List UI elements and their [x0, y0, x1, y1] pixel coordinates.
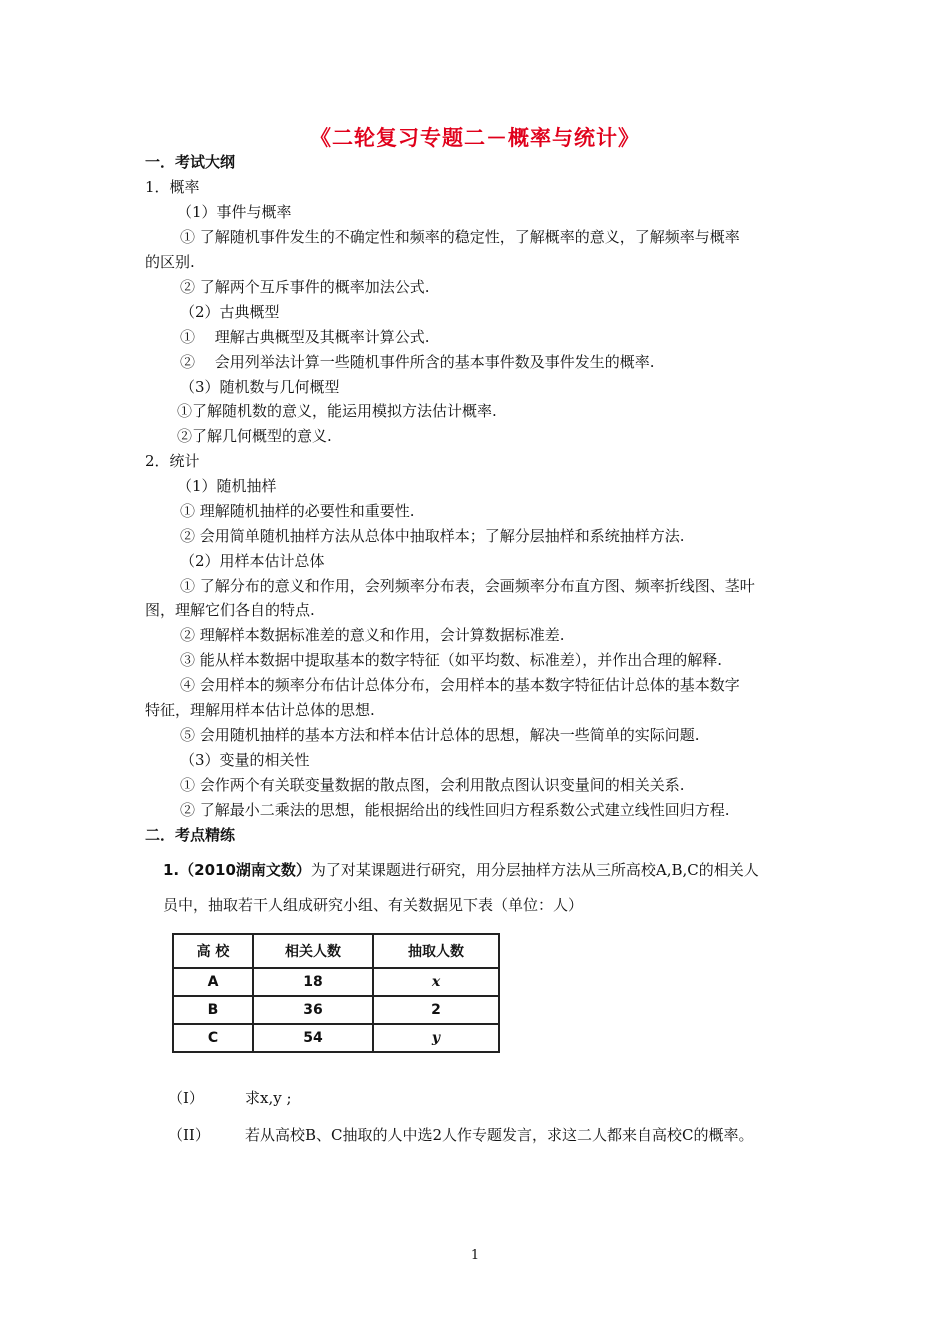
item-line: ① 了解随机事件发生的不确定性和频率的稳定性，了解概率的意义，了解频率与概率 — [180, 228, 740, 246]
item-line: ② 会用列举法计算一些随机事件所含的基本事件数及事件发生的概率. — [180, 353, 655, 371]
page-title: 《二轮复习专题二－概率与统计》 — [310, 126, 640, 150]
item-line: ②了解几何概型的意义. — [177, 427, 332, 445]
table-cell: x — [373, 968, 499, 996]
question-text: 求x,y ; — [245, 1089, 292, 1107]
subsection-statistics: 2．统计 — [145, 452, 200, 470]
item-line: ② 了解两个互斥事件的概率加法公式. — [180, 278, 430, 296]
problem-label: 1.（2010湖南文数） — [163, 861, 311, 879]
topic-classical: （2）古典概型 — [180, 303, 280, 321]
problem-text: 为了对某课题进行研究，用分层抽样方法从三所高校A,B,C的相关人 — [310, 861, 759, 879]
topic-events: （1）事件与概率 — [177, 203, 292, 221]
table-cell: A — [173, 968, 253, 996]
item-line: ② 会用简单随机抽样方法从总体中抽取样本；了解分层抽样和系统抽样方法. — [180, 527, 685, 545]
topic-estimation: （2）用样本估计总体 — [180, 552, 325, 570]
question-text: 若从高校B、C抽取的人中选2人作专题发言，求这二人都来自高校C的概率。 — [245, 1126, 754, 1144]
subsection-probability: 1．概率 — [145, 178, 200, 196]
problem-statement-line2: 员中，抽取若干人组成研究小组、有关数据见下表（单位：人） — [163, 896, 584, 914]
topic-correlation: （3）变量的相关性 — [180, 751, 310, 769]
item-line: ② 了解最小二乘法的思想，能根据给出的线性回归方程系数公式建立线性回归方程. — [180, 801, 730, 819]
item-line: ① 会作两个有关联变量数据的散点图，会利用散点图认识变量间的相关关系. — [180, 776, 685, 794]
table-cell: 18 — [253, 968, 373, 996]
question-number: （II） — [168, 1126, 210, 1144]
table-row — [173, 968, 499, 996]
item-line: ④ 会用样本的频率分布估计总体分布，会用样本的基本数字特征估计总体的基本数字 — [180, 676, 740, 694]
item-line: ① 理解古典概型及其概率计算公式. — [180, 328, 430, 346]
section-heading-outline: 一．考试大纲 — [145, 153, 236, 171]
problem-statement-line1 — [163, 860, 759, 880]
item-line: 的区别. — [145, 253, 195, 271]
item-line: ① 理解随机抽样的必要性和重要性. — [180, 502, 415, 520]
page-number: 1 — [470, 1248, 480, 1263]
table-cell: 36 — [253, 996, 373, 1024]
item-line: ①了解随机数的意义，能运用模拟方法估计概率. — [177, 402, 497, 420]
data-table — [172, 933, 500, 1053]
table-cell: C — [173, 1024, 253, 1052]
table-header-row — [173, 934, 499, 968]
table-cell: 54 — [253, 1024, 373, 1052]
question-number: （I） — [168, 1089, 204, 1107]
table-header: 抽取人数 — [373, 934, 499, 968]
topic-sampling: （1）随机抽样 — [177, 477, 277, 495]
item-line: ⑤ 会用随机抽样的基本方法和样本估计总体的思想，解决一些简单的实际问题. — [180, 726, 700, 744]
table-row — [173, 1024, 499, 1052]
item-line: 图，理解它们各自的特点. — [145, 601, 315, 619]
item-line: ② 理解样本数据标准差的意义和作用，会计算数据标准差. — [180, 626, 565, 644]
item-line: 特征，理解用样本估计总体的思想. — [145, 701, 375, 719]
table-header: 相关人数 — [253, 934, 373, 968]
topic-random-geometric: （3）随机数与几何概型 — [180, 378, 340, 396]
table-cell: y — [373, 1024, 499, 1052]
item-line: ① 了解分布的意义和作用，会列频率分布表，会画频率分布直方图、频率折线图、茎叶 — [180, 577, 755, 595]
table-row — [173, 996, 499, 1024]
table-cell: B — [173, 996, 253, 1024]
section-heading-practice: 二．考点精练 — [145, 826, 236, 844]
table-header: 高 校 — [173, 934, 253, 968]
item-line: ③ 能从样本数据中提取基本的数字特征（如平均数、标准差），并作出合理的解释. — [180, 651, 723, 669]
table-cell: 2 — [373, 996, 499, 1024]
